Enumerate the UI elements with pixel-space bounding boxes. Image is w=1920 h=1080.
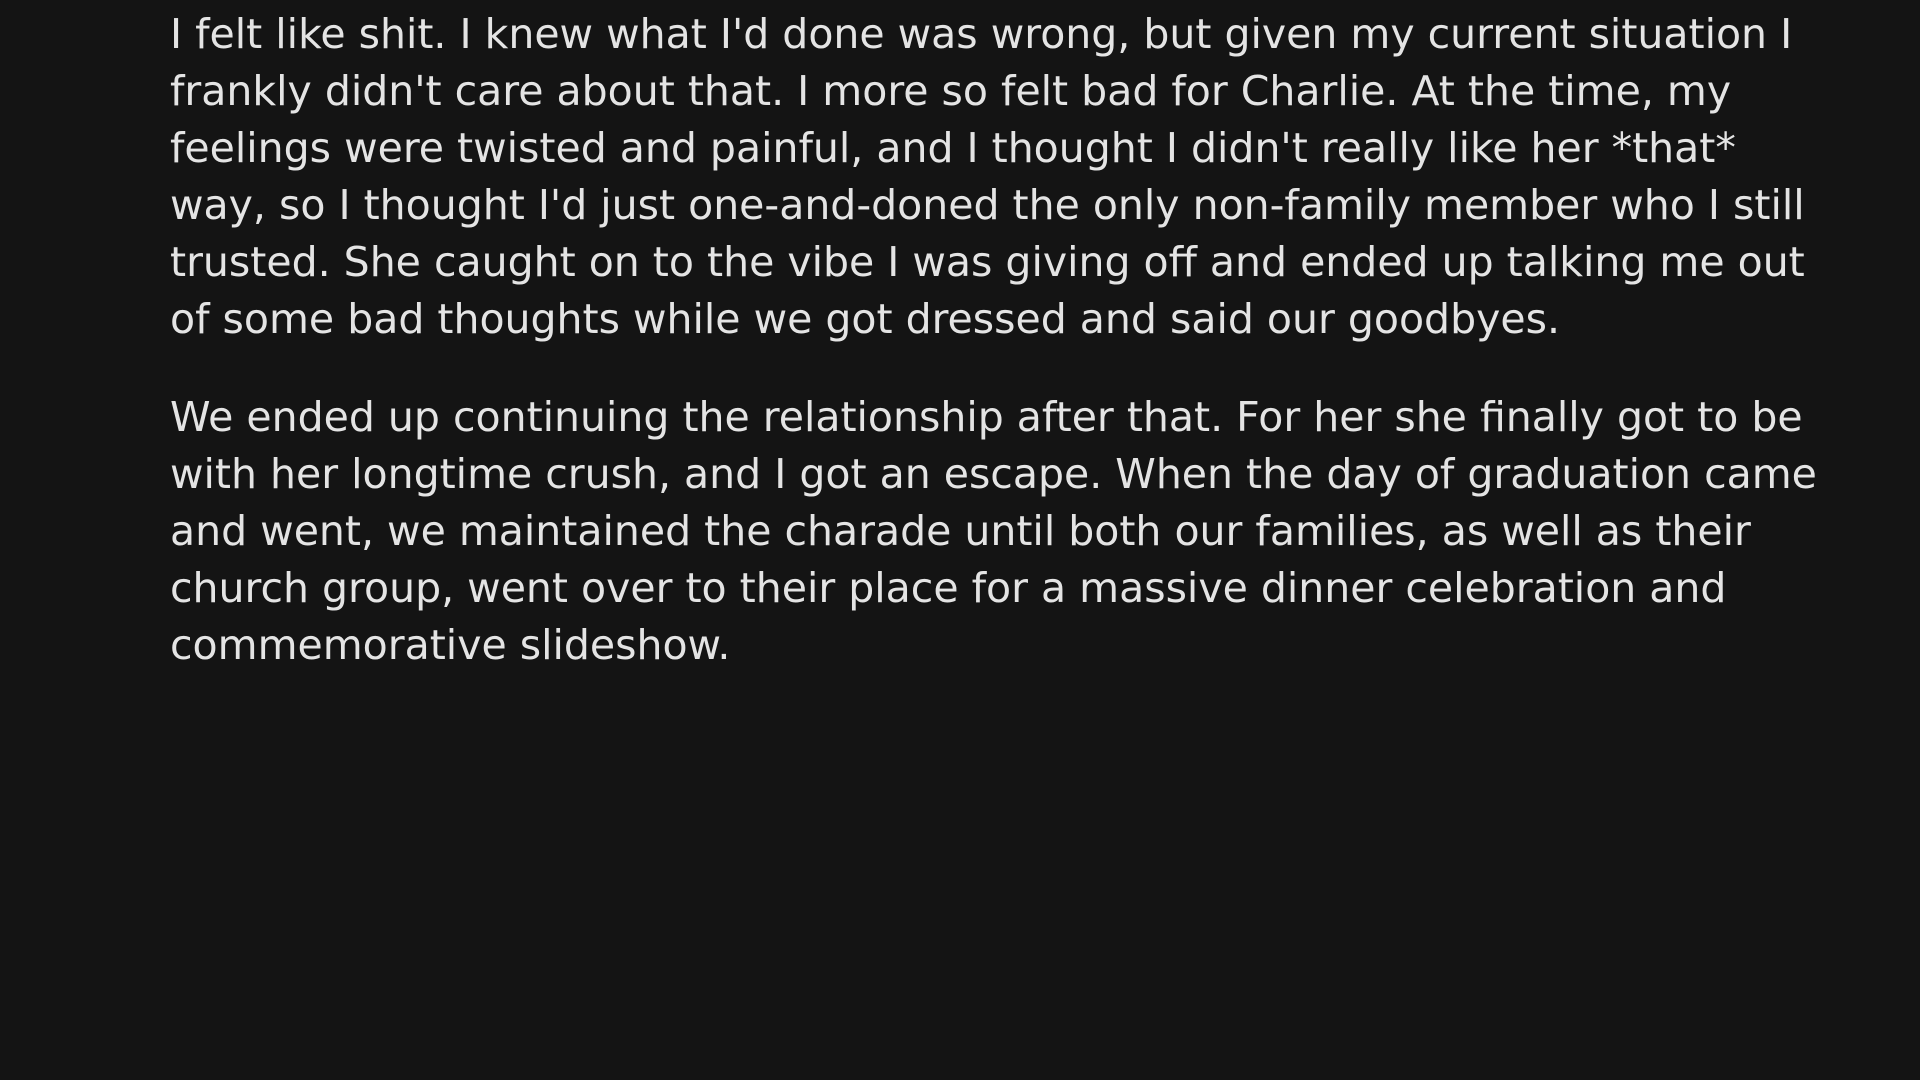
paragraph-2-line-1: We ended up continuing the relationship after that. For her she finally got to be [170, 393, 1803, 441]
paragraph-2-line-3: and went, we maintained the charade until both our families, as well as their [170, 507, 1751, 555]
paragraph-2-line-5: commemorative slideshow. [170, 621, 731, 669]
paragraph-2-line-4: church group, went over to their place for a massive dinner celebration and [170, 564, 1727, 612]
paragraph-2 [170, 389, 1910, 674]
paragraph-2-line-2: with her longtime crush, and I got an escape. When the day of graduation came [170, 450, 1817, 498]
paragraph-1-line-2: frankly didn't care about that. I more so felt bad for Charlie. At the time, my [170, 67, 1732, 115]
paragraph-1-line-1: I felt like shit. I knew what I'd done was wrong, but given my current situation I [170, 10, 1793, 58]
story-text [170, 6, 1910, 715]
paragraph-1-line-3: feelings were twisted and painful, and I thought I didn't really like her *that* [170, 124, 1736, 172]
paragraph-1 [170, 6, 1910, 348]
paragraph-1-line-5: trusted. She caught on to the vibe I was giving off and ended up talking me out [170, 238, 1805, 286]
paragraph-1-line-4: way, so I thought I'd just one-and-doned the only non-family member who I still [170, 181, 1805, 229]
paragraph-1-line-6: of some bad thoughts while we got dressed and said our goodbyes. [170, 295, 1560, 343]
